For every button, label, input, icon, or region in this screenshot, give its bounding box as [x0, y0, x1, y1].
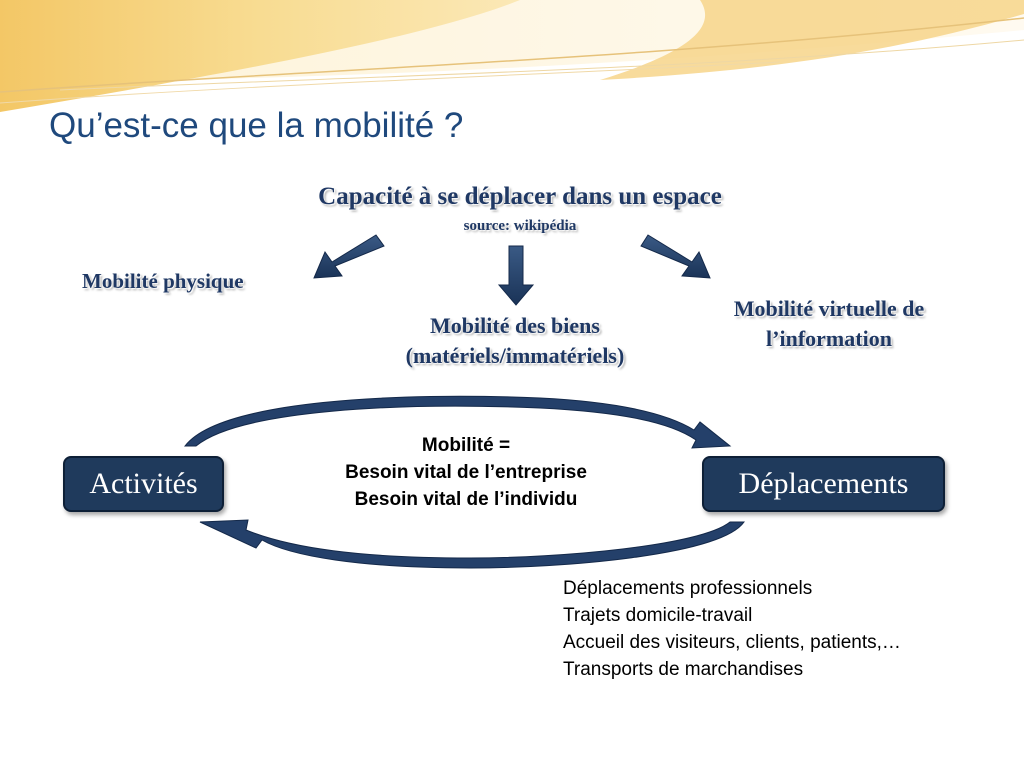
arrow-down-icon	[499, 246, 533, 305]
branch-mobilite-physique: Mobilité physique	[82, 269, 244, 293]
deplacements-box: Déplacements	[702, 456, 945, 512]
definition-text: Capacité à se déplacer dans un espace	[318, 183, 722, 210]
list-item: Transports de marchandises	[563, 659, 804, 680]
center-line-1: Mobilité =	[421, 435, 511, 456]
branch-virtuelle-line-1: Mobilité virtuelle de	[733, 296, 925, 321]
arrow-down-right-icon	[641, 235, 710, 278]
page-title: Qu’est-ce que la mobilité ?	[49, 106, 464, 145]
center-line-2: Besoin vital de l’entreprise	[345, 462, 587, 483]
arrow-down-left-icon	[314, 235, 384, 278]
branch-biens-line-2: (matériels/immatériels)	[405, 343, 625, 368]
branch-mobilite-virtuelle	[690, 294, 968, 354]
cycle-center-text	[260, 432, 672, 513]
branch-virtuelle-line-2: l’information	[766, 326, 892, 351]
examples-list	[563, 575, 901, 683]
center-line-3: Besoin vital de l’individu	[354, 489, 578, 510]
cycle-arrow-bottom-icon	[200, 520, 744, 568]
activites-box: Activités	[63, 456, 224, 512]
list-item: Accueil des visiteurs, clients, patients,…	[563, 632, 901, 653]
branch-biens-line-1: Mobilité des biens	[430, 313, 600, 338]
branch-mobilite-biens	[360, 311, 670, 371]
list-item: Trajets domicile-travail	[563, 605, 753, 626]
list-item: Déplacements professionnels	[563, 578, 813, 599]
definition-source: source: wikipédia	[463, 218, 577, 234]
